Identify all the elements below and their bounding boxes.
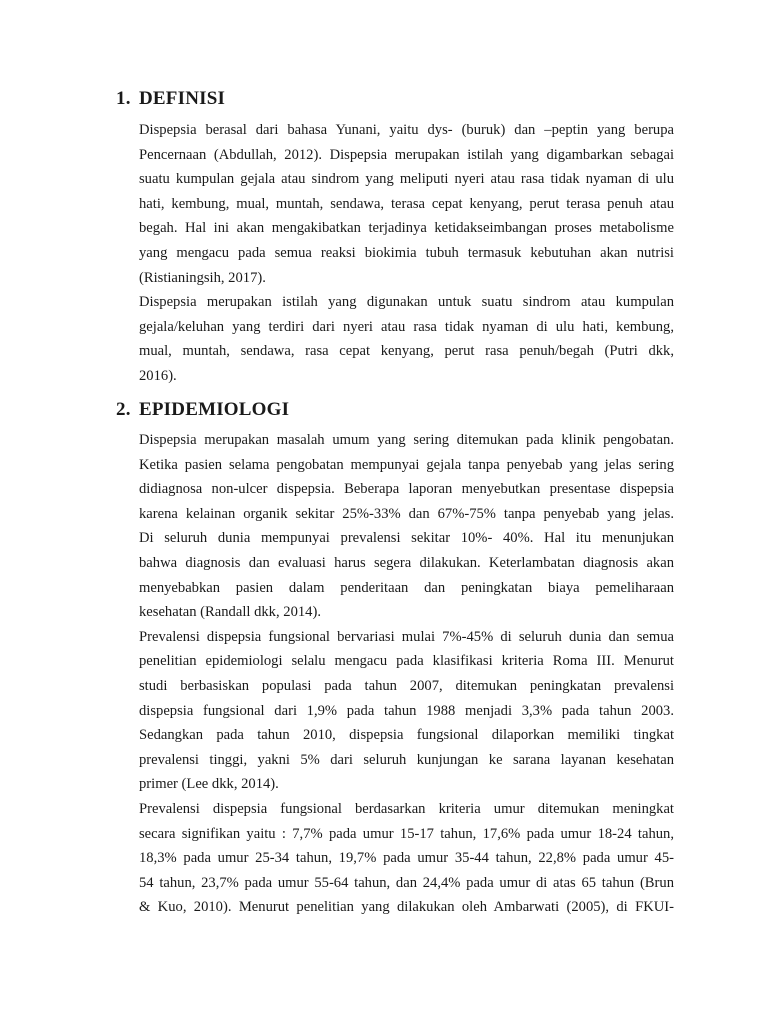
section-title: DEFINISI: [139, 88, 226, 109]
paragraph: [139, 797, 674, 920]
text-line: Dispepsia berasal dari bahasa Yunani, yaitu dys- (buruk) dan –peptin yang berupa: [139, 122, 674, 138]
section-title: EPIDEMIOLOGI: [139, 399, 290, 420]
paragraph: [139, 625, 674, 797]
text-line: Dispepsia merupakan istilah yang digunakan untuk suatu sindrom atau kumpulan: [139, 294, 674, 311]
text-line: mual, muntah, sendawa, rasa cepat kenyang, perut rasa penuh/begah (Putri dkk,: [139, 343, 674, 360]
text-line: & Kuo, 2010). Menurut penelitian yang dilakukan oleh Ambarwati (2005), di FKUI-: [139, 899, 674, 916]
text-line: prevalensi tinggi, yakni 5% dari seluruh kunjungan ke sarana layanan kesehatan: [139, 751, 674, 768]
text-line: Di seluruh dunia mempunyai prevalensi sekitar 10%- 40%. Hal itu menunjukan: [139, 530, 674, 547]
text-line: 2016).: [139, 367, 177, 384]
text-line: Sedangkan pada tahun 2010, dispepsia fungsional dilaporkan memiliki tingkat: [139, 727, 674, 744]
text-line: Prevalensi dispepsia fungsional bervariasi mulai 7%-45% di seluruh dunia dan semua: [139, 628, 674, 645]
text-line: begah. Hal ini akan mengakibatkan terjadinya ketidakseimbangan proses metabolisme: [139, 220, 674, 237]
text-line: didiagnosa non-ulcer dispepsia. Beberapa laporan menyebutkan presentase dispepsia: [139, 481, 674, 498]
text-line: yang mengacu pada semua reaksi biokimia tubuh termasuk kebutuhan akan nutrisi: [139, 244, 674, 261]
text-line: suatu kumpulan gejala atau sindrom yang meliputi nyeri atau rasa tidak nyaman di ulu: [139, 171, 674, 188]
text-line: menyebabkan pasien dalam penderitaan dan peningkatan biaya pemeliharaan: [139, 579, 674, 596]
text-line: Dispepsia merupakan masalah umum yang sering ditemukan pada klinik pengobatan.: [139, 432, 674, 448]
text-line: karena kelainan organik sekitar 25%-33% dan 67%-75% tanpa penyebab yang jelas.: [139, 505, 674, 522]
text-line: secara signifikan yaitu : 7,7% pada umur 15-17 tahun, 17,6% pada umur 18-24 tahun,: [139, 825, 674, 842]
section-number: 2.: [116, 399, 131, 420]
text-line: gejala/keluhan yang terdiri dari nyeri atau rasa tidak nyaman di ulu hati, kembung,: [139, 318, 674, 335]
section-heading-epidemiologi: [116, 399, 289, 421]
text-line: (Ristianingsih, 2017).: [139, 269, 266, 286]
text-line: dispepsia fungsional dari 1,9% pada tahun 1988 menjadi 3,3% pada tahun 2003.: [139, 702, 674, 719]
paragraph: [139, 290, 674, 388]
text-line: 18,3% pada umur 25-34 tahun, 19,7% pada umur 35-44 tahun, 22,8% pada umur 45-: [139, 850, 674, 867]
text-line: 54 tahun, 23,7% pada umur 55-64 tahun, dan 24,4% pada umur di atas 65 tahun (Brun: [139, 874, 674, 891]
text-line: kesehatan (Randall dkk, 2014).: [139, 604, 321, 621]
paragraph: [139, 118, 674, 290]
text-line: penelitian epidemiologi selalu mengacu pada klasifikasi kriteria Roma III. Menurut: [139, 653, 674, 670]
section-number: 1.: [116, 88, 131, 109]
text-line: Pencernaan (Abdullah, 2012). Dispepsia merupakan istilah yang digambarkan sebagai: [139, 146, 674, 163]
text-line: hati, kembung, mual, muntah, sendawa, terasa cepat kenyang, perut terasa penuh atau: [139, 195, 674, 212]
text-line: Ketika pasien selama pengobatan mempunyai gejala tanpa penyebab yang jelas sering: [139, 456, 674, 473]
section-heading-definisi: [116, 88, 225, 110]
section-body-epidemiologi: [139, 428, 674, 920]
text-line: studi berbasiskan populasi pada tahun 2007, ditemukan peningkatan prevalensi: [139, 677, 674, 694]
paragraph: [139, 428, 674, 625]
text-line: bahwa diagnosis dan evaluasi harus segera dilakukan. Keterlambatan diagnosis akan: [139, 554, 674, 571]
text-line: primer (Lee dkk, 2014).: [139, 776, 279, 793]
text-line: Prevalensi dispepsia fungsional berdasarkan kriteria umur ditemukan meningkat: [139, 800, 674, 817]
section-body-definisi: [139, 118, 674, 389]
